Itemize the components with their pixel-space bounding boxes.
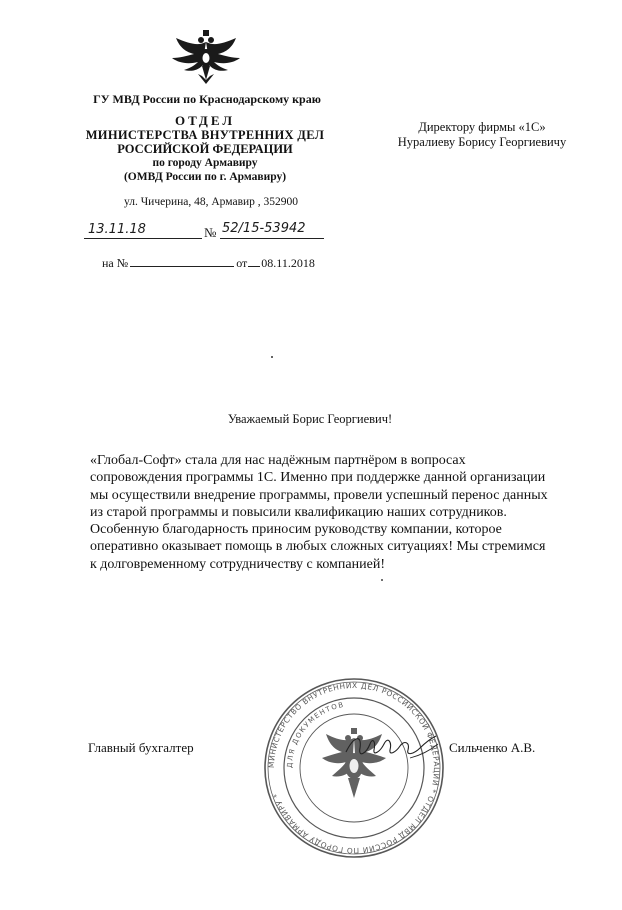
- org-line: ОТДЕЛ: [174, 113, 236, 128]
- reference-date: 08.11.2018: [261, 256, 315, 270]
- seal-inner-text: ДЛЯ ДОКУМЕНТОВ: [285, 700, 346, 769]
- on-number-label: на №: [102, 256, 129, 270]
- organization-name: [70, 114, 340, 184]
- body-line: мы осуществили внедрение программы, провели успешный перенос данных: [90, 487, 548, 503]
- from-label: от: [236, 256, 248, 270]
- org-line: (ОМВД России по г. Армавиру): [123, 171, 287, 183]
- registration-row: [84, 222, 334, 242]
- parent-organization: ГУ МВД России по Краснодарскому краю: [93, 92, 321, 106]
- letter-body: [90, 452, 610, 573]
- org-line: РОССИЙСКОЙ ФЕДЕРАЦИИ: [117, 142, 293, 156]
- org-line: МИНИСТЕРСТВА ВНУТРЕННИХ ДЕЛ: [85, 128, 325, 142]
- speck: [271, 356, 273, 358]
- number-underline: [220, 238, 324, 239]
- body-line: сопровождения программы 1С. Именно при поддержке данной организации: [90, 470, 546, 486]
- registration-number-label: №: [204, 225, 217, 240]
- seal-outer-text: МИНИСТЕРСТВО ВНУТРЕННИХ ДЕЛ РОССИЙСКОЙ ФЕДЕРАЦИИ * ОТДЕЛ МВД РОССИИ ПО ГОРОДУ АРМАВИРУ *: [266, 680, 442, 856]
- organization-address: ул. Чичерина, 48, Армавир , 352900: [123, 196, 299, 208]
- handwritten-signature: [340, 718, 440, 768]
- body-line: оперативно оказывает помощь в любых сложных ситуациях! Мы стремимся: [90, 539, 546, 555]
- registration-date: 13.11.18: [88, 222, 146, 237]
- date-underline: [84, 238, 202, 239]
- addressee-line: Директору фирмы «1С»: [418, 120, 546, 134]
- speck: [381, 579, 383, 581]
- eagle-emblem-icon: [168, 28, 244, 88]
- from-blank: [248, 266, 260, 267]
- registration-number: 52/15-53942: [222, 221, 306, 236]
- official-seal-stamp: [262, 676, 446, 860]
- org-line: по городу Армавиру: [152, 157, 258, 169]
- body-line: к долговременному сотрудничеству с компанией!: [90, 556, 385, 572]
- reference-row: [102, 256, 332, 271]
- signatory-position: Главный бухгалтер: [88, 740, 194, 755]
- body-line: «Глобал-Софт» стала для нас надёжным партнёром в вопросах: [90, 453, 466, 468]
- salutation: Уважаемый Борис Георгиевич!: [227, 412, 393, 426]
- addressee-line: Нуралиеву Борису Георгиевичу: [397, 135, 567, 149]
- addressee: [372, 120, 592, 150]
- on-number-blank: [130, 266, 234, 267]
- body-line: Особенную благодарность приносим руководству компании, которое: [90, 522, 502, 538]
- body-line: из старой программы и повысили квалификацию наших сотрудников.: [90, 504, 507, 520]
- signatory-name: Сильченко А.В.: [449, 740, 536, 755]
